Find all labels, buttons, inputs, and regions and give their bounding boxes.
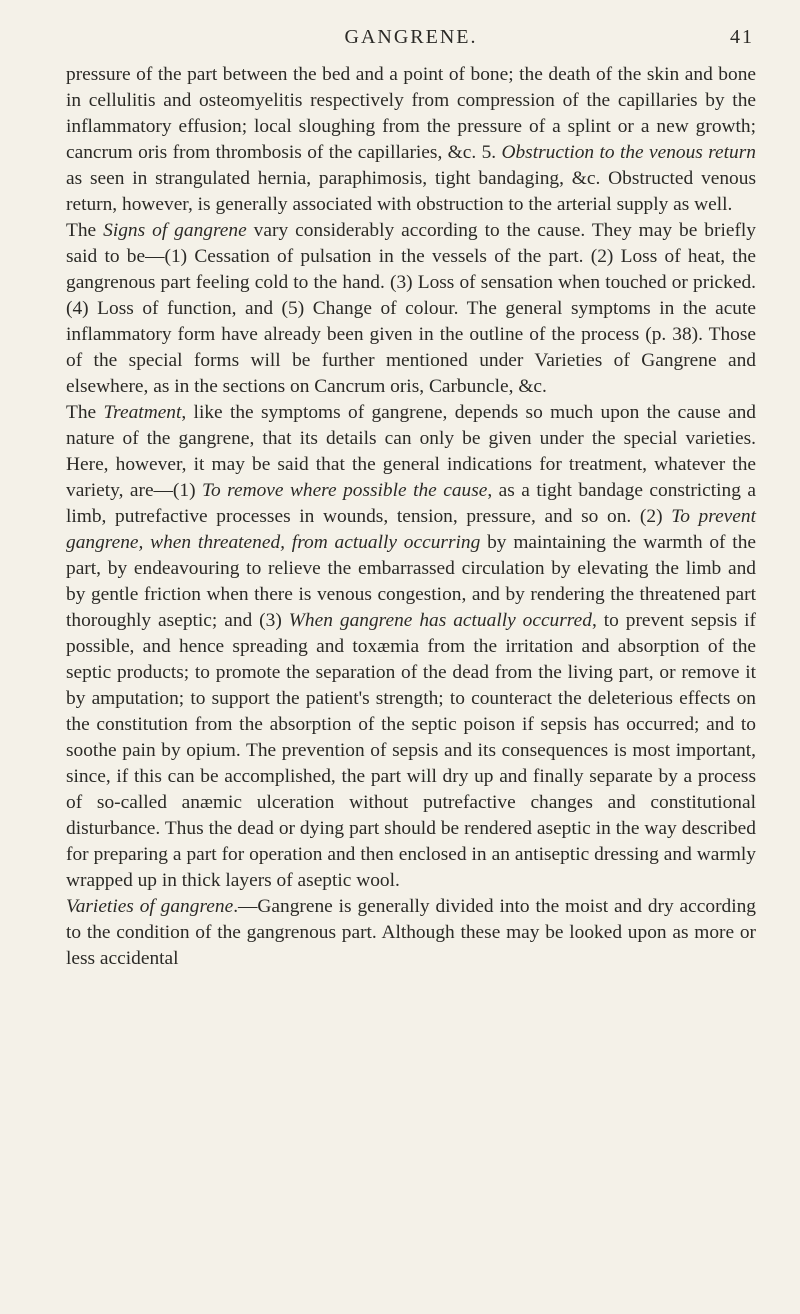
text-run: pressure of the part between the bed and a point of bone; the death of the skin and bone in cellulitis and osteomyelitis respectively from compression of the capillaries by the inflammatory effusion; local sloughing from the pressure of a splint or a new growth; cancrum oris from thrombosis of the capillaries, &c. 5. — [66, 64, 756, 163]
text-run: by maintaining the warmth of the part, by endeavouring to relieve the embarrassed circulation by elevating the limb and by gentle friction when there is venous congestion, and by rendering the threatened part thoroughly aseptic; and (3) — [66, 532, 756, 631]
text-run: vary considerably according to the cause. They may be briefly said to be—(1) Cessation of pulsation in the vessels of the part. (2) Loss of heat, the gangrenous part feeling cold to the hand. (3) Loss of sensation when touched or pricked. (4) Loss of function, and (5) Change of colour. The general symptoms in the acute inflammatory form have already been given in the outline of the process (p. 38). Those of the special forms will be further mentioned under Varieties of Gangrene and elsewhere, as in the sections on Cancrum oris, Carbuncle, &c. — [66, 220, 756, 397]
page-number: 41 — [730, 26, 754, 48]
text-run: , to prevent sepsis if possible, and hence spreading and toxæmia from the irritation and absorption of the septic products; to promote the separation of the dead from the living part, or remove it by amputation; to support the patient's strength; to counteract the deleterious effects on the constitution from the absorption of the septic poison if sepsis has occurred; and to soothe pain by opium. The prevention of sepsis and its consequences is most important, since, if this can be accomplished, the part will dry up and finally separate by a process of so-called anæmic ulceration without putrefactive changes and constitutional disturbance. Thus the dead or dying part should be rendered aseptic in the way described for preparing a part for operation and then enclosed in an antiseptic dressing and warmly wrapped up in thick layers of aseptic wool. — [66, 610, 757, 891]
paragraph-pressure-causes — [66, 62, 756, 218]
text-run: The — [66, 402, 104, 423]
text-run: .—Gangrene is generally divided into the moist and dry according to the condition of the gangrenous part. Although these may be looked upon as more or less accidental — [66, 896, 756, 969]
paragraph-varieties — [66, 894, 756, 972]
paragraph-treatment — [66, 400, 756, 894]
text-run: as seen in strangulated hernia, paraphimosis, tight bandaging, &c. Obstructed venous return, however, is generally associated with obstruction to the arterial supply as well. — [66, 168, 756, 215]
body-text — [66, 62, 756, 972]
running-title: GANGRENE. — [344, 26, 478, 48]
text-run: The — [66, 220, 104, 241]
text-run: , like the symptoms of gangrene, depends so much upon the cause and nature of the gangrene, that its details can only be given under the special varieties. Here, however, it may be said that the general indications for treatment, whatever the variety, are—(1) — [66, 402, 756, 501]
text-run: , as a tight bandage constricting a limb, putrefactive processes in wounds, tension, pressure, and so on. (2) — [66, 480, 756, 527]
paragraph-signs — [66, 218, 756, 400]
italic-term: Signs of gangrene — [103, 220, 247, 241]
italic-term: Varieties of gangrene — [66, 896, 234, 917]
italic-term: Obstruction to the venous return — [501, 142, 756, 163]
italic-term: To remove where possible the cause — [202, 480, 488, 501]
italic-term: Treatment — [103, 402, 182, 423]
italic-term: To prevent gangrene, when threatened, from actually occurring — [66, 506, 756, 553]
running-head — [66, 26, 756, 56]
italic-term: When gangrene has actually occurred — [288, 610, 592, 631]
